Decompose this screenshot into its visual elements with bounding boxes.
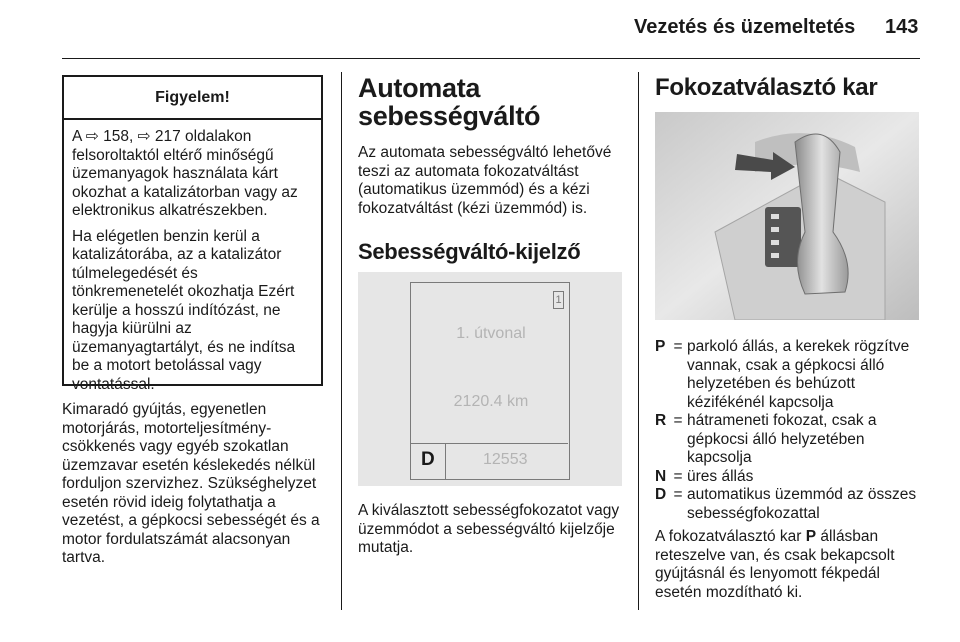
running-header-title: Vezetés és üzemeltetés (634, 16, 856, 38)
warning-box (62, 75, 323, 393)
automatic-transmission-section (358, 74, 630, 264)
lever-lock-text-start: A fokozatválasztó kar (655, 528, 806, 545)
selector-lever-heading: Fokozatválasztó kar (655, 74, 878, 101)
section-heading: Automata sebességváltó (358, 73, 541, 131)
column-divider-left (341, 72, 342, 610)
warning-heading: Figyelem! (64, 77, 321, 120)
display-flag-icon: 1 (553, 291, 564, 309)
display-caption-block (358, 502, 630, 558)
warning-paragraph-2: Ha elégetlen benzin kerül a katalizátorába, az a katalizátor túlmelegedését és tönkremenetelét okozhatja Ezért kerülje a hosszú indítózást, ne hagyja kiürülni az üzemanyagtartályt, és ne indítsa be a motort betolással vagy vontatással. (72, 227, 296, 393)
definition-key: D (655, 486, 667, 503)
definition-equals: = (673, 467, 683, 485)
definition-key: N (655, 467, 667, 485)
definition-value: üres állás (687, 467, 754, 485)
warning-body (64, 120, 321, 394)
page-number: 143 (885, 16, 919, 38)
definition-equals: = (673, 412, 683, 429)
misfire-paragraph-block (62, 401, 330, 568)
lever-lock-paragraph (655, 528, 920, 602)
display-vertical-separator (445, 443, 446, 479)
definition-row-p (655, 338, 925, 412)
column-divider-right (638, 72, 639, 610)
display-frame (410, 282, 570, 480)
definition-key: P (655, 338, 666, 355)
transmission-display-illustration (358, 272, 622, 486)
definition-value: hátrameneti fokozat, csak a gépkocsi álló helyzetében kapcsolja (687, 412, 877, 466)
lever-lock-paragraph-block (655, 528, 920, 602)
header-rule (62, 58, 920, 59)
gear-selector-drawing (655, 112, 919, 320)
display-odometer: 12553 (483, 451, 528, 468)
display-distance: 2120.4 km (453, 393, 529, 410)
subsection-heading: Sebességváltó-kijelző (358, 239, 581, 264)
definition-equals: = (673, 338, 683, 355)
display-separator (411, 443, 568, 444)
selector-lever-section (655, 74, 920, 116)
definition-key: R (655, 412, 667, 429)
misfire-paragraph: Kimaradó gyújtás, egyenetlen motorjárás, motorteljesítmény-csökkenés vagy egyéb szokatlan üzemzavar esetén késlekedés nélkül forduljon szervizhez. Szükséghelyzet esetén rövid ideig folytathatja a vezetést, a gépkocsi sebességét és a motor fordulatszámát alacsonyan tartva. (62, 401, 320, 566)
definition-value: automatikus üzemmód az összes sebességfokozattal (687, 486, 917, 522)
definition-row-d (655, 486, 925, 523)
definition-equals: = (673, 486, 683, 503)
definition-row-r (655, 412, 925, 468)
gear-position-definitions (655, 338, 925, 523)
display-gear-indicator: D (421, 449, 435, 470)
display-caption: A kiválasztott sebességfokozatot vagy üzemmódot a sebességváltó kijelzője mutatja. (358, 502, 620, 556)
lever-lock-gear-letter: P (805, 528, 817, 545)
display-route: 1. útvonal (456, 325, 526, 342)
definition-value: parkoló állás, a kerekek rögzítve vannak, csak a gépkocsi álló helyzetében és behúzott kézifékénél kapcsolja (687, 338, 910, 411)
definition-row-n (655, 468, 925, 487)
gear-selector-photo (655, 112, 919, 320)
lever-lock-text-end: állásban reteszelve van, és csak bekapcsolt gyújtásnál és lenyomott fékpedál esetén mozdítható ki. (655, 528, 895, 601)
warning-paragraph-1: A ⇨ 158, ⇨ 217 oldalakon felsoroltaktól eltérő minőségű üzemanyagok használata kárt okozhat a katalizátorban vagy az elektronikus alkatrészekben. (72, 128, 298, 219)
section-intro: Az automata sebességváltó lehetővé teszi az automata fokozatváltást (automatikus üzemmód) és a kézi fokozatváltást (kézi üzemmód) is. (358, 144, 612, 217)
